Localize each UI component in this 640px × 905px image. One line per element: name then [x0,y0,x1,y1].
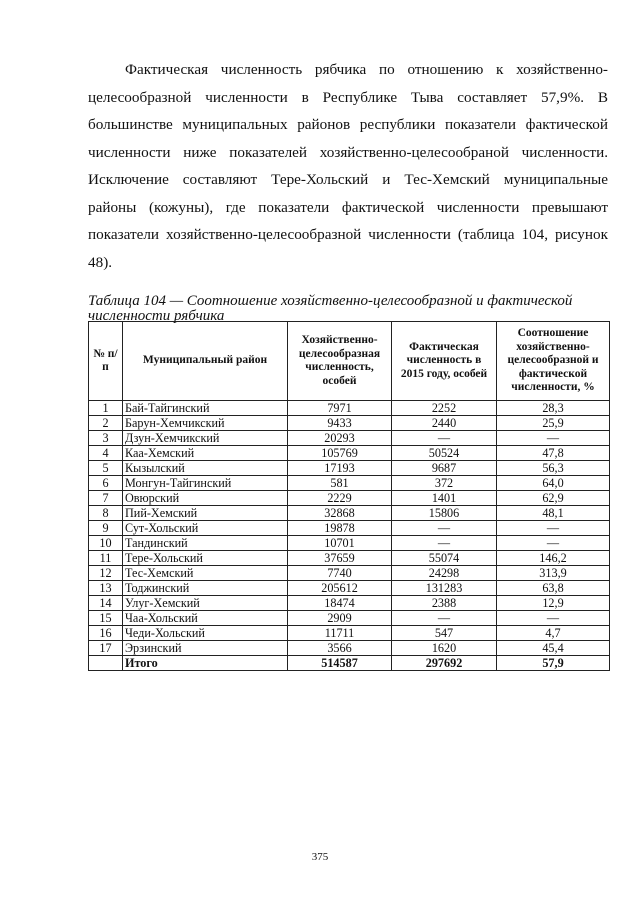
planned-cell: 11711 [288,626,392,641]
row-num-cell: 7 [89,491,123,506]
header-district: Муниципальный район [123,322,288,401]
district-cell: Бай-Тайгинский [123,401,288,416]
header-planned: Хозяйственно-целесообразная численность, особей [288,322,392,401]
actual-cell: 372 [392,476,497,491]
row-num-cell: 9 [89,521,123,536]
ratio-cell: 28,3 [497,401,610,416]
table-row [89,431,610,446]
row-num-cell: 1 [89,401,123,416]
actual-cell: 50524 [392,446,497,461]
row-num-cell: 4 [89,446,123,461]
planned-cell: 2229 [288,491,392,506]
table-row [89,536,610,551]
row-num-cell: 13 [89,581,123,596]
planned-cell: 19878 [288,521,392,536]
district-cell: Сут-Хольский [123,521,288,536]
planned-cell: 32868 [288,506,392,521]
row-num-cell: 15 [89,611,123,626]
planned-cell: 9433 [288,416,392,431]
ratio-cell: — [497,431,610,446]
row-num-cell: 6 [89,476,123,491]
actual-cell: — [392,431,497,446]
district-cell: Тоджинский [123,581,288,596]
actual-cell: 1620 [392,641,497,656]
planned-cell: 7740 [288,566,392,581]
total-actual: 297692 [392,656,497,671]
ratio-cell: 25,9 [497,416,610,431]
ratio-cell: 12,9 [497,596,610,611]
district-cell: Чеди-Хольский [123,626,288,641]
header-num: № п/п [89,322,123,401]
ratio-cell: — [497,536,610,551]
district-cell: Овюрский [123,491,288,506]
actual-cell: 131283 [392,581,497,596]
row-num-cell: 12 [89,566,123,581]
actual-cell: — [392,536,497,551]
table-row [89,581,610,596]
table-row [89,551,610,566]
actual-cell: 24298 [392,566,497,581]
total-ratio: 57,9 [497,656,610,671]
row-num-cell: 8 [89,506,123,521]
total-planned: 514587 [288,656,392,671]
table-row [89,446,610,461]
district-cell: Дзун-Хемчикский [123,431,288,446]
ratio-cell: — [497,611,610,626]
body-paragraph: Фактическая численность рябчика по отношению к хозяйственно-целесообразной численности в Республике Тыва составляет 57,9%. В большинстве муниципальных районов республики показатели фактической численности ниже показателей хозяйственно-целесообраной численности. Исключение составляют Тере-Хольский и Тес-Хемский муниципальные районы (кожуны), где показатели фактической численности превышают показатели хозяйственно-целесообразной численности (таблица 104, рисунок 48). [88,61,608,271]
row-num-cell: 10 [89,536,123,551]
district-cell: Кызылский [123,461,288,476]
table-caption-line1: Таблица 104 — Соотношение хозяйственно-целесообразной и фактической [88,293,573,309]
table-row [89,626,610,641]
district-cell: Тандинский [123,536,288,551]
population-table [88,321,610,671]
row-num-cell: 11 [89,551,123,566]
row-num-cell: 14 [89,596,123,611]
planned-cell: 581 [288,476,392,491]
actual-cell: — [392,611,497,626]
table-row [89,416,610,431]
ratio-cell: 48,1 [497,506,610,521]
row-num-cell: 2 [89,416,123,431]
district-cell: Эрзинский [123,641,288,656]
actual-cell: — [392,521,497,536]
table-row [89,461,610,476]
table-row [89,566,610,581]
table-row [89,401,610,416]
table-row [89,521,610,536]
district-cell: Чаа-Хольский [123,611,288,626]
page-number: 375 [311,851,329,863]
table-row [89,476,610,491]
header-actual: Фактическая численность в 2015 году, особей [392,322,497,401]
planned-cell: 2909 [288,611,392,626]
planned-cell: 37659 [288,551,392,566]
actual-cell: 55074 [392,551,497,566]
row-num-cell: 3 [89,431,123,446]
table-row [89,641,610,656]
ratio-cell: 64,0 [497,476,610,491]
actual-cell: 1401 [392,491,497,506]
actual-cell: 9687 [392,461,497,476]
planned-cell: 18474 [288,596,392,611]
table-body [89,401,610,656]
table-caption-line2: численности рябчика [88,308,225,324]
table-caption [88,294,609,324]
planned-cell: 7971 [288,401,392,416]
district-cell: Барун-Хемчикский [123,416,288,431]
actual-cell: 15806 [392,506,497,521]
table-row [89,491,610,506]
table-row [89,596,610,611]
district-cell: Каа-Хемский [123,446,288,461]
ratio-cell: — [497,521,610,536]
ratio-cell: 146,2 [497,551,610,566]
ratio-cell: 45,4 [497,641,610,656]
actual-cell: 547 [392,626,497,641]
planned-cell: 205612 [288,581,392,596]
table-total-row [89,656,610,671]
district-cell: Тере-Хольский [123,551,288,566]
district-cell: Улуг-Хемский [123,596,288,611]
actual-cell: 2252 [392,401,497,416]
district-cell: Пий-Хемский [123,506,288,521]
total-num-cell [89,656,123,671]
ratio-cell: 56,3 [497,461,610,476]
ratio-cell: 47,8 [497,446,610,461]
ratio-cell: 62,9 [497,491,610,506]
table-header-row [89,322,610,401]
table-row [89,506,610,521]
planned-cell: 20293 [288,431,392,446]
ratio-cell: 313,9 [497,566,610,581]
row-num-cell: 5 [89,461,123,476]
planned-cell: 3566 [288,641,392,656]
row-num-cell: 17 [89,641,123,656]
table-row [89,611,610,626]
actual-cell: 2388 [392,596,497,611]
ratio-cell: 4,7 [497,626,610,641]
planned-cell: 17193 [288,461,392,476]
district-cell: Тес-Хемский [123,566,288,581]
district-cell: Монгун-Тайгинский [123,476,288,491]
total-label: Итого [123,656,288,671]
header-ratio: Соотношение хозяйственно-целесообразной и фактической численности, % [497,322,610,401]
planned-cell: 105769 [288,446,392,461]
row-num-cell: 16 [89,626,123,641]
planned-cell: 10701 [288,536,392,551]
actual-cell: 2440 [392,416,497,431]
ratio-cell: 63,8 [497,581,610,596]
